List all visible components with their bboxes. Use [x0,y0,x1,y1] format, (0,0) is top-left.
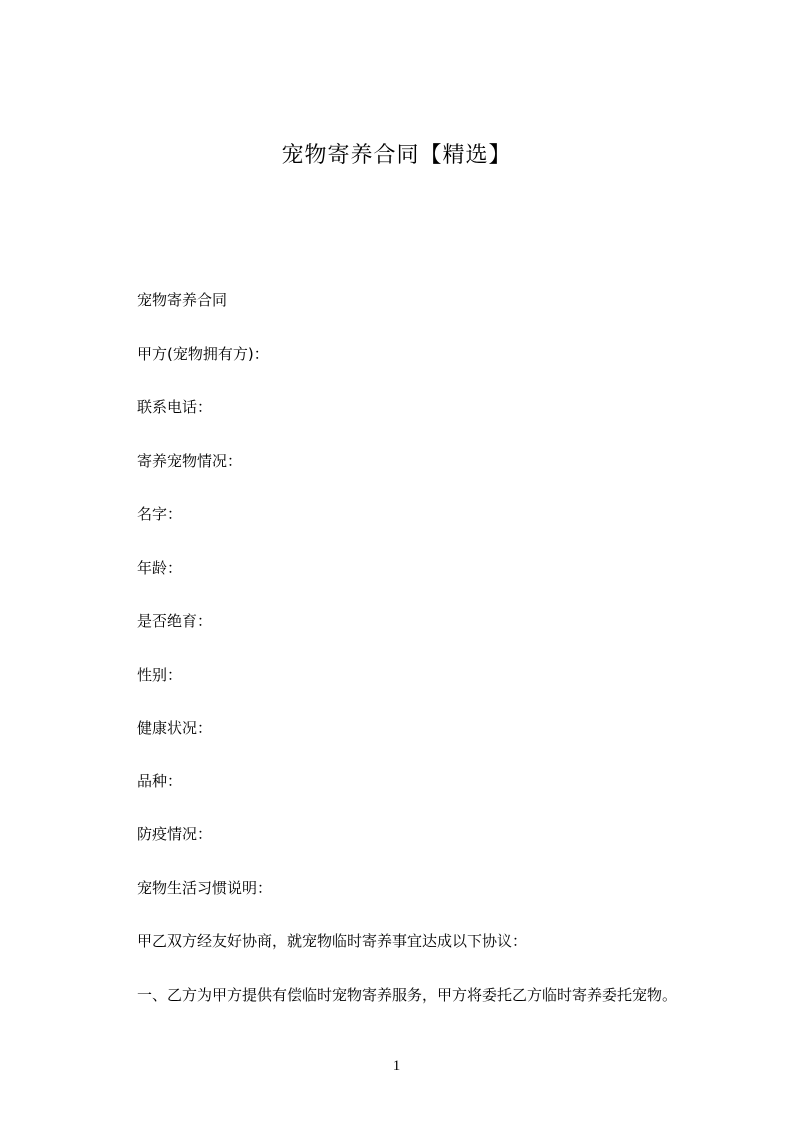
field-party-a: 甲方(宠物拥有方)： [137,345,269,363]
document-title: 宠物寄养合同【精选】 [281,143,512,168]
paragraph-agreement-intro: 甲乙双方经友好协商，就宠物临时寄养事宜达成以下协议： [137,932,528,950]
paragraph-contract-heading: 宠物寄养合同 [137,291,228,309]
field-neutered: 是否绝育： [137,612,213,630]
page-number: 1 [392,1058,401,1074]
field-pet-situation: 寄养宠物情况： [137,452,243,470]
paragraph-clause-one: 一、乙方为甲方提供有偿临时宠物寄养服务，甲方将委托乙方临时寄养委托宠物。 [137,986,678,1004]
field-vaccination: 防疫情况： [137,825,213,843]
field-name: 名字： [137,505,183,523]
field-health: 健康状况： [137,719,213,737]
field-age: 年龄： [137,559,183,577]
field-breed: 品种： [137,772,183,790]
field-habits: 宠物生活习惯说明： [137,879,273,897]
field-contact-phone: 联系电话： [137,398,213,416]
field-gender: 性别： [137,666,183,684]
